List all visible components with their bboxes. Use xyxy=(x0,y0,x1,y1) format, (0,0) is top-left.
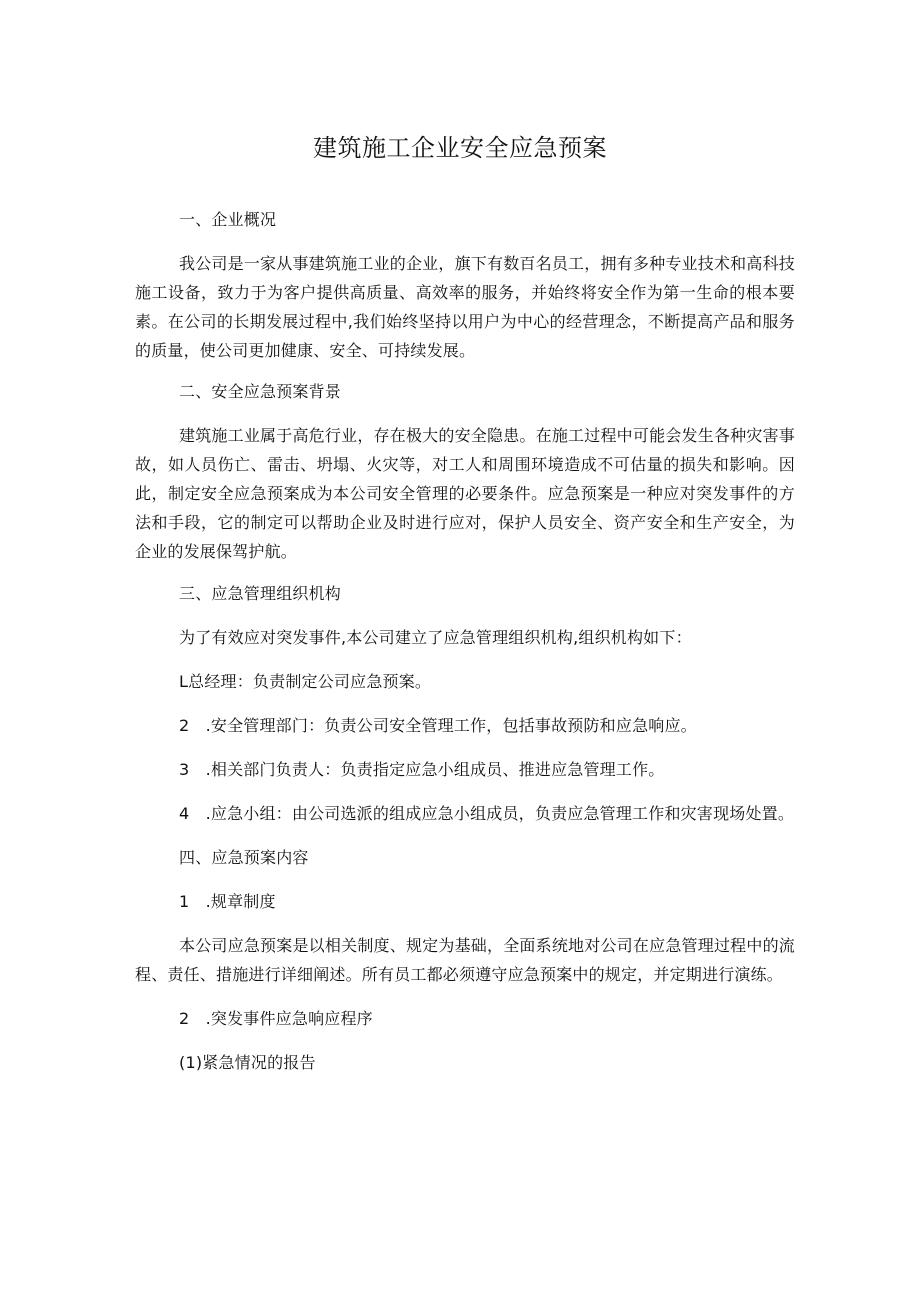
content-sub1-heading: 1 .规章制度 xyxy=(179,892,276,911)
section-heading-content: 四、应急预案内容 xyxy=(179,848,309,867)
section-body-overview: 我公司是一家从事建筑施工业的企业，旗下有数百名员工，拥有多种专业技术和高科技施工设备，致力于为客户提供高质量、高效率的服务，并始终将安全作为第一生命的根本要素。在公司的长期发展过程中,我们始终坚持以用户为中心的经营理念，不断提高产品和服务的质量，使公司更加健康、安全、可持续发展。 xyxy=(135,254,795,360)
section-heading-background: 二、安全应急预案背景 xyxy=(179,382,342,401)
organization-intro: 为了有效应对突发事件,本公司建立了应急管理组织机构,组织机构如下： xyxy=(179,628,692,647)
organization-item-4: 4 .应急小组：由公司选派的组成应急小组成员，负责应急管理工作和灾害现场处置。 xyxy=(179,804,795,823)
content-sub2-item-1: (1)紧急情况的报告 xyxy=(179,1053,316,1072)
organization-item-1: L总经理：负责制定公司应急预案。 xyxy=(179,672,432,691)
content-sub2-heading: 2 .突发事件应急响应程序 xyxy=(179,1009,373,1028)
document-title: 建筑施工企业安全应急预案 xyxy=(313,134,607,162)
section-heading-organization: 三、应急管理组织机构 xyxy=(179,584,342,603)
section-heading-overview: 一、企业概况 xyxy=(179,210,277,229)
content-sub1-body: 本公司应急预案是以相关制度、规定为基础，全面系统地对公司在应急管理过程中的流程、责任、措施进行详细阐述。所有员工都必须遵守应急预案中的规定，并定期进行演练。 xyxy=(135,936,795,984)
document-body xyxy=(135,205,795,1077)
organization-item-3: 3 .相关部门负责人：负责指定应急小组成员、推进应急管理工作。 xyxy=(179,760,665,779)
section-body-background: 建筑施工业属于高危行业，存在极大的安全隐患。在施工过程中可能会发生各种灾害事故，如人员伤亡、雷击、坍塌、火灾等，对工人和周围环境造成不可估量的损失和影响。因此，制定安全应急预案成为本公司安全管理的必要条件。应急预案是一种应对突发事件的方法和手段，它的制定可以帮助企业及时进行应对，保护人员安全、资产安全和生产安全，为企业的发展保驾护航。 xyxy=(135,426,795,561)
organization-item-2: 2 .安全管理部门：负责公司安全管理工作，包括事故预防和应急响应。 xyxy=(179,716,697,735)
